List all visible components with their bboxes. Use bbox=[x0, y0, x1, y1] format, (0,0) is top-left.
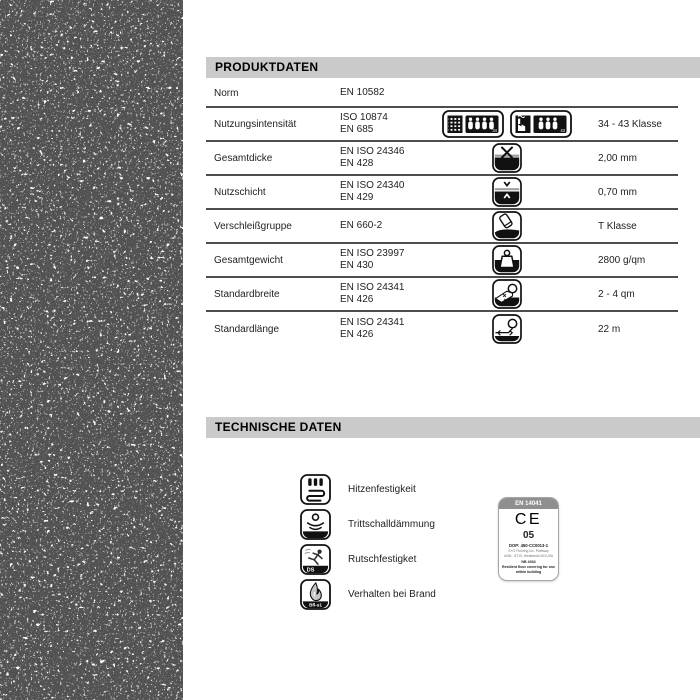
ce-address-line: #436 - 8710, Westlands BC/USA bbox=[503, 553, 554, 558]
tech-item-label: Verhalten bei Brand bbox=[348, 589, 436, 600]
norm-ref: ISO 10874 bbox=[340, 111, 388, 123]
tech-item-label: Trittschalldämmung bbox=[348, 519, 435, 530]
norm-ref: EN ISO 24341 bbox=[340, 316, 405, 328]
fire-class-badge: Bfl-s1 bbox=[309, 602, 322, 608]
pictogram-cell bbox=[432, 245, 582, 275]
property-value: 0,70 mm bbox=[598, 186, 637, 198]
ce-standard: EN 14041 bbox=[499, 498, 558, 509]
tech-item-label: Hitzenfestigkeit bbox=[348, 484, 416, 495]
ce-address bbox=[499, 549, 558, 558]
norm-ref: EN 426 bbox=[340, 294, 374, 305]
slip-class-badge: DS bbox=[306, 567, 315, 574]
norm-ref: EN 430 bbox=[340, 260, 374, 271]
property-value: 22 m bbox=[598, 323, 621, 335]
product-data-table bbox=[206, 80, 678, 346]
norm-refs bbox=[340, 248, 432, 273]
table-row bbox=[206, 312, 678, 346]
norm-refs bbox=[340, 317, 432, 342]
norm-ref: EN 660-2 bbox=[340, 219, 383, 231]
norm-refs bbox=[340, 220, 432, 233]
property-value: 34 - 43 Klasse bbox=[598, 118, 662, 130]
norm-refs bbox=[340, 282, 432, 307]
section-header-produktdaten: PRODUKTDATEN bbox=[206, 57, 700, 78]
wear-layer-icon bbox=[492, 177, 522, 207]
ce-marking bbox=[498, 497, 559, 581]
norm-refs bbox=[340, 112, 432, 137]
norm-ref: EN 685 bbox=[340, 124, 374, 135]
ce-logo: CE bbox=[514, 511, 543, 528]
table-row bbox=[206, 142, 678, 176]
flooring-sample-image bbox=[0, 0, 183, 700]
tech-item-label: Rutschfestigket bbox=[348, 554, 417, 565]
property-label: Standardbreite bbox=[214, 288, 280, 300]
usage-class-number: 43 bbox=[560, 128, 565, 133]
ce-year: 05 bbox=[522, 530, 535, 541]
norm-ref: EN 429 bbox=[340, 192, 374, 203]
pictogram-cell bbox=[432, 143, 582, 173]
property-label: Norm bbox=[214, 87, 239, 99]
pictogram-cell bbox=[432, 279, 582, 309]
pictogram-cell bbox=[432, 110, 582, 138]
standard-width-icon bbox=[492, 279, 522, 309]
total-thickness-icon bbox=[492, 143, 522, 173]
norm-ref: EN ISO 24340 bbox=[340, 179, 405, 191]
ce-description-line: Resilient floor covering for use bbox=[502, 565, 555, 570]
property-label: Verschleißgruppe bbox=[214, 220, 292, 232]
tech-item bbox=[300, 509, 435, 540]
norm-ref: EN ISO 24346 bbox=[340, 145, 405, 157]
ce-address-line: S+G Flooring Inc. Parkway bbox=[508, 549, 549, 553]
property-value: 2,00 mm bbox=[598, 152, 637, 164]
property-value: 2 - 4 qm bbox=[598, 288, 635, 300]
tech-item bbox=[300, 579, 436, 610]
pictogram-cell bbox=[432, 211, 582, 241]
usage-class-industrial-icon bbox=[510, 110, 572, 138]
ce-dop-number: DOP: 450-CC0013-1 bbox=[508, 543, 549, 548]
tech-item bbox=[300, 474, 416, 505]
norm-ref: EN ISO 23997 bbox=[340, 247, 405, 259]
pictogram-cell bbox=[432, 314, 582, 344]
standard-length-icon bbox=[492, 314, 522, 344]
wear-group-icon bbox=[492, 211, 522, 241]
impact-sound-icon bbox=[300, 509, 331, 540]
ce-notified-body: NB 4034 bbox=[521, 560, 536, 565]
table-row bbox=[206, 80, 678, 108]
table-row bbox=[206, 210, 678, 244]
usage-class-number: 34 bbox=[492, 128, 497, 133]
total-weight-icon bbox=[492, 245, 522, 275]
fire-behavior-icon bbox=[300, 579, 331, 610]
property-label: Gesamtdicke bbox=[214, 152, 273, 164]
norm-ref: EN 428 bbox=[340, 158, 374, 169]
property-label: Nutzungsintensität bbox=[214, 118, 297, 130]
norm-refs bbox=[340, 87, 432, 100]
property-label: Gesamtgewicht bbox=[214, 254, 283, 266]
table-row bbox=[206, 108, 678, 142]
norm-refs bbox=[340, 146, 432, 171]
property-value: T Klasse bbox=[598, 220, 637, 232]
pictogram-cell bbox=[432, 177, 582, 207]
slip-resistance-icon bbox=[300, 544, 331, 575]
usage-class-commercial-icon bbox=[442, 110, 504, 138]
section-header-technische-daten: TECHNISCHE DATEN bbox=[206, 417, 700, 438]
table-row bbox=[206, 244, 678, 278]
property-label: Nutzschicht bbox=[214, 186, 266, 198]
property-label: Standardlänge bbox=[214, 323, 280, 335]
norm-ref: EN 426 bbox=[340, 329, 374, 340]
norm-refs bbox=[340, 180, 432, 205]
norm-ref: EN 10582 bbox=[340, 86, 385, 98]
ce-description bbox=[502, 565, 555, 574]
table-row bbox=[206, 278, 678, 312]
tech-item bbox=[300, 544, 416, 575]
norm-ref: EN ISO 24341 bbox=[340, 281, 405, 293]
property-value: 2800 g/qm bbox=[598, 254, 646, 266]
datasheet bbox=[206, 0, 700, 700]
heat-resistance-icon bbox=[300, 474, 331, 505]
table-row bbox=[206, 176, 678, 210]
ce-description-line: within building bbox=[515, 569, 542, 574]
